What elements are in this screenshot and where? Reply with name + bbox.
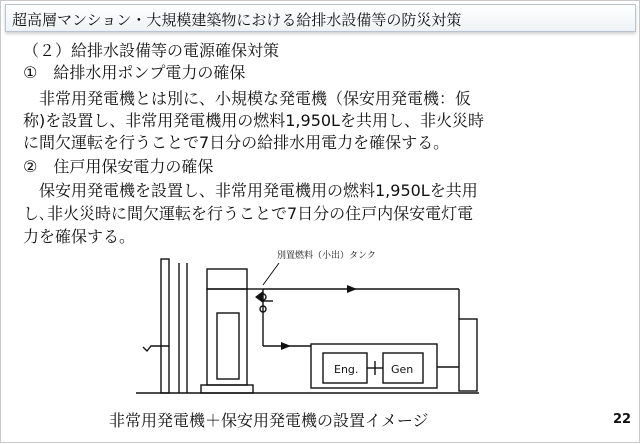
generator-enclosure — [311, 344, 437, 388]
housing-base — [201, 385, 253, 393]
control-panel — [459, 319, 477, 391]
housing-body — [207, 289, 247, 385]
item2-line-3: 力を確保する。 — [23, 227, 136, 246]
drain-hook — [143, 346, 169, 351]
page-number: 22 — [613, 412, 632, 427]
flow-arrow-icon — [281, 342, 291, 350]
flow-arrow-icon — [255, 291, 263, 303]
item1-line-3: に間欠運転を行うことで7日分の給排水用電力を確保する。 — [23, 133, 450, 152]
housing-door — [217, 313, 239, 379]
section-heading: （２）給排水設備等の電源確保対策 — [23, 41, 280, 60]
flow-arrow-icon — [347, 285, 357, 293]
label-leader — [263, 263, 279, 285]
item2-title: ② 住戸用保安電力の確保 — [23, 157, 214, 176]
diagram-caption: 非常用発電機＋保安用発電機の設置イメージ — [109, 411, 429, 430]
item1-line-1: 非常用発電機とは別に、小規模な発電機（保安用発電機：仮 — [23, 89, 472, 108]
generator-label: Gen — [391, 363, 414, 376]
item2-line-2: し､非火災時に間欠運転を行うことで7日分の住戸内保安電灯電 — [23, 204, 474, 223]
tank-label: 別置燃料（小出）タンク — [277, 251, 376, 261]
item1-title: ① 給排水用ポンプ電力の確保 — [23, 63, 246, 82]
slide-title: 超高層マンション・大規模建築物における給排水設備等の防災対策 — [12, 11, 462, 29]
installation-diagram — [1, 1, 640, 444]
engine-label: Eng. — [334, 363, 359, 376]
item1-line-2: 称)を設置し、非常用発電機用の燃料1,950Lを共用し、非火災時 — [23, 111, 484, 130]
housing-top — [207, 269, 247, 289]
vent-pipe — [161, 259, 169, 393]
item2-line-1: 保安用発電機を設置し、非常用発電機用の燃料1,950Lを共用 — [23, 181, 478, 200]
